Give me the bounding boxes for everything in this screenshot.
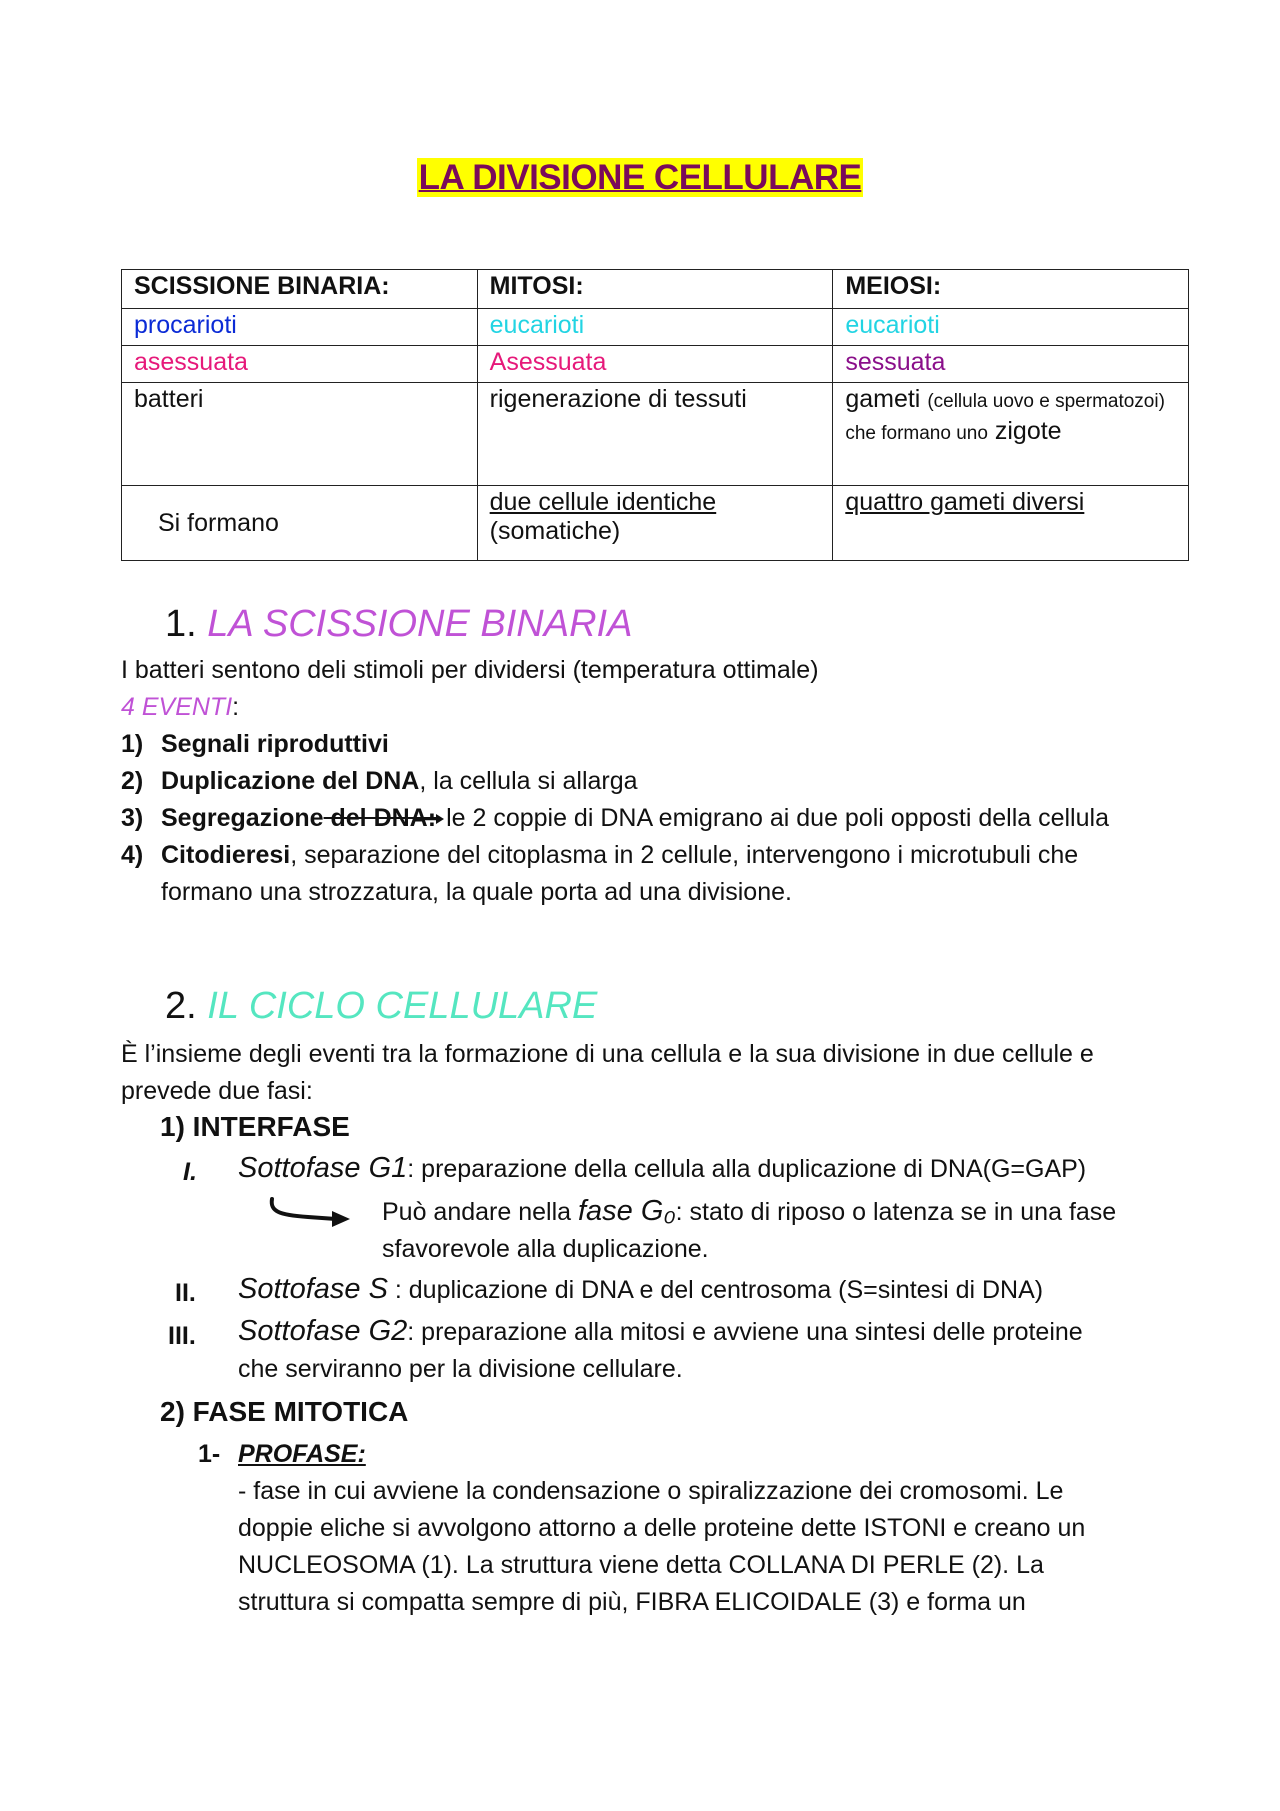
table-row	[122, 309, 1189, 346]
fase-mitotica-heading: 2) FASE MITOTICA	[160, 1396, 409, 1427]
table-cell: eucarioti	[833, 309, 1189, 346]
cell-end-text: zigote	[994, 417, 1062, 445]
table-cell: sessuata	[833, 346, 1189, 383]
sottofase-g2: Sottofase G2: preparazione alla mitosi e avviene una sintesi delle proteine che serviranno per la divisione cellulare.	[238, 1315, 1083, 1383]
list-item: 1) Segnali riproduttivi	[121, 730, 389, 758]
cell-underlined-text: quattro gameti diversi	[845, 488, 1085, 516]
comparison-table	[121, 269, 1189, 561]
table-cell: asessuata	[122, 346, 478, 383]
section2-heading: 2. IL CICLO CELLULARE	[165, 985, 598, 1027]
table-cell: Si formano	[122, 486, 478, 561]
fase-g0-text: Può andare nella fase G₀: stato di riposo o latenza se in una fase sfavorevole alla duplicazione.	[382, 1195, 1117, 1263]
table-row	[122, 346, 1189, 383]
roman-numeral: III.	[168, 1322, 196, 1350]
cell-small-text: (cellula uovo e spermatozoi) che formano uno	[845, 391, 1165, 444]
cell-main-text: gameti	[845, 385, 921, 413]
page-title: LA DIVISIONE CELLULARE	[418, 158, 862, 197]
table-cell: batteri	[122, 383, 478, 486]
arrow-icon	[424, 812, 446, 826]
section2-intro: È l’insieme degli eventi tra la formazione di una cellula e la sua divisione in due cellule e prevede due fasi:	[121, 1040, 1094, 1105]
section1-intro: I batteri sentono deli stimoli per dividersi (temperatura ottimale)	[121, 656, 819, 684]
table-header-cell: MEIOSI:	[833, 270, 1189, 309]
table-cell	[833, 486, 1189, 561]
profase-text: - fase in cui avviene la condensazione o spiralizzazione dei cromosomi. Le doppie eliche si avvolgono attorno a delle proteine dette ISTONI e creano un NUCLEOSOMA (1). La struttura viene detta COLLANA DI PERLE (2). La struttura si compatta sempre di più, FIBRA ELICOIDALE (3) e forma un	[238, 1477, 1086, 1616]
roman-numeral: II.	[175, 1279, 196, 1307]
events-list	[121, 726, 1161, 911]
roman-numeral: I.	[183, 1158, 197, 1186]
cell-underlined-text: due cellule identiche	[489, 488, 717, 516]
section1-heading: 1. LA SCISSIONE BINARIA	[165, 603, 633, 645]
interfase-heading: 1) INTERFASE	[160, 1111, 350, 1142]
list-item: 2) Duplicazione del DNA, la cellula si allarga	[121, 767, 638, 795]
table-cell: Asessuata	[477, 346, 833, 383]
profase-label: PROFASE:	[238, 1440, 366, 1468]
sottofase-s: Sottofase S : duplicazione di DNA e del centrosoma (S=sintesi di DNA)	[238, 1273, 1044, 1305]
table-row	[122, 383, 1189, 486]
table-header-row	[122, 270, 1189, 309]
table-cell: eucarioti	[477, 309, 833, 346]
cell-text: (somatiche)	[489, 517, 621, 545]
table-header-cell: MITOSI:	[477, 270, 833, 309]
table-cell: procarioti	[122, 309, 478, 346]
sottofase-g1: Sottofase G1: preparazione della cellula alla duplicazione di DNA(G=GAP)	[238, 1152, 1087, 1184]
list-item: 4) Citodieresi, separazione del citoplasma in 2 cellule, intervengono i microtubuli che formano una strozzatura, la quale porta ad una divisione.	[121, 841, 1079, 906]
curved-arrow-icon	[268, 1195, 354, 1233]
table-cell	[477, 486, 833, 561]
table-row	[122, 486, 1189, 561]
table-cell	[833, 383, 1189, 486]
list-item: 3) Segregazione del DNA: le 2 coppie di DNA emigrano ai due poli opposti della cellula	[121, 804, 1109, 832]
table-cell: rigenerazione di tessuti	[477, 383, 833, 486]
events-label: 4 EVENTI:	[121, 693, 240, 721]
profase-number: 1-	[198, 1440, 221, 1468]
table-header-cell: SCISSIONE BINARIA:	[122, 270, 478, 309]
